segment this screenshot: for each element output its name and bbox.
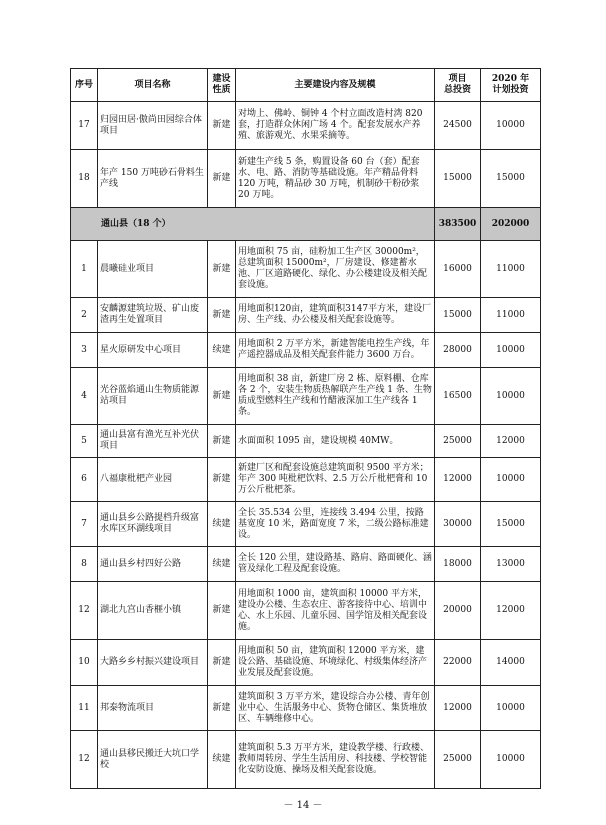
cell-nature: 新建 — [208, 241, 236, 298]
cell-no: 18 — [71, 150, 98, 208]
cell-name: 通山县富有渔光互补光伏项目 — [98, 425, 208, 458]
cell-content: 新建生产线 5 条，购置设备 60 台（套）配套水、电、路、消防等基础设施。年产精品骨料 120 万吨，精品砂 30 万吨，机制砂干粉砂浆 20 万吨。 — [236, 150, 435, 208]
table-row — [71, 425, 541, 458]
cell-plan: 13000 — [481, 547, 541, 582]
cell-no: 17 — [71, 102, 98, 150]
cell-nature: 新建 — [208, 150, 236, 208]
table-row — [71, 150, 541, 208]
header-no: 序号 — [71, 69, 98, 102]
cell-total: 16500 — [435, 368, 481, 425]
cell-nature: 新建 — [208, 102, 236, 150]
header-nature-line1: 建设 — [212, 74, 231, 84]
cell-total: 12000 — [435, 458, 481, 502]
cell-content: 用地面积 1000 亩，建筑面积 10000 平方米，建设办公楼、生态农庄、游客接待中心、培训中心、水上乐园、儿童乐园、国学馆及相关配套设施。 — [236, 582, 435, 640]
table-row — [71, 686, 541, 731]
cell-plan: 10000 — [481, 686, 541, 731]
cell-name: 通山县移民搬迁大坑口学校 — [98, 731, 208, 789]
cell-name: 大路乡乡村振兴建设项目 — [98, 640, 208, 686]
table-row — [71, 298, 541, 333]
cell-total: 25000 — [435, 731, 481, 789]
cell-nature: 新建 — [208, 425, 236, 458]
cell-plan: 12000 — [481, 425, 541, 458]
cell-no: 4 — [71, 368, 98, 425]
header-content: 主要建设内容及规模 — [236, 69, 435, 102]
cell-plan: 14000 — [481, 640, 541, 686]
header-plan — [481, 69, 541, 102]
header-total — [435, 69, 481, 102]
cell-total: 20000 — [435, 582, 481, 640]
cell-plan: 10000 — [481, 731, 541, 789]
cell-no: 7 — [71, 502, 98, 547]
cell-content: 用地面积 2 万平方米，新建智能电控生产线，年产遥控器成品及相关配套件能力 3600 万台。 — [236, 333, 435, 368]
cell-no: 3 — [71, 333, 98, 368]
cell-total: 30000 — [435, 502, 481, 547]
cell-content: 水面面积 1095 亩，建设规模 40MW。 — [236, 425, 435, 458]
cell-name: 光谷蓝焰通山生物质能源站项目 — [98, 368, 208, 425]
cell-nature: 续建 — [208, 731, 236, 789]
cell-content: 用地面积 50 亩，建筑面积 12000 平方米，建设公路、基础设施、环境绿化、村级集体经济产业发展及配套设施。 — [236, 640, 435, 686]
table-row — [71, 102, 541, 150]
cell-content: 新建厂区和配套设施总建筑面积 9500 平方米；年产 300 吨枇杷饮料、2.5 万公斤枇杷膏和 10 万公斤枇杷茶。 — [236, 458, 435, 502]
header-plan-line2: 计划投资 — [492, 85, 529, 95]
table-row — [71, 368, 541, 425]
cell-plan: 15000 — [481, 150, 541, 208]
cell-no: 2 — [71, 298, 98, 333]
cell-name: 邦泰物流项目 — [98, 686, 208, 731]
cell-name: 湖北九宫山香榧小镇 — [98, 582, 208, 640]
cell-nature: 新建 — [208, 298, 236, 333]
table-row — [71, 731, 541, 789]
cell-plan: 10000 — [481, 458, 541, 502]
table-row — [71, 640, 541, 686]
cell-name: 安麟源建筑垃圾、矿山废渣再生处置项目 — [98, 298, 208, 333]
cell-no: 5 — [71, 425, 98, 458]
table-row — [71, 333, 541, 368]
cell-content: 用地面积 38 亩，新建厂房 2 栋、原料棚、仓库各 2 个，安装生物质热解联产生产线 1 条、生物质成型燃料生产线和竹醋液深加工生产线各 1 条。 — [236, 368, 435, 425]
table-row — [71, 502, 541, 547]
cell-nature: 续建 — [208, 502, 236, 547]
cell-no: 10 — [71, 640, 98, 686]
cell-no: 12 — [71, 582, 98, 640]
cell-no: 8 — [71, 547, 98, 582]
cell-total: 22000 — [435, 640, 481, 686]
project-table — [70, 68, 541, 789]
cell-plan: 10000 — [481, 368, 541, 425]
cell-name: 通山县乡公路提档升级富水库区环湖线项目 — [98, 502, 208, 547]
page-number: － 14 － — [283, 800, 323, 811]
cell-no: 6 — [71, 458, 98, 502]
cell-no: 1 — [71, 241, 98, 298]
header-total-line1: 项目 — [448, 74, 467, 84]
cell-no: 12 — [71, 731, 98, 789]
table-row — [71, 241, 541, 298]
county-subtotal-row — [71, 208, 541, 241]
county-name: 通山县（18 个） — [71, 208, 435, 241]
table-row — [71, 582, 541, 640]
cell-content: 全长 120 公里，建设路基、路肩、路面硬化、涵管及绿化工程及配套设施。 — [236, 547, 435, 582]
cell-total: 25000 — [435, 425, 481, 458]
table-header-row — [71, 69, 541, 102]
cell-total: 15000 — [435, 298, 481, 333]
cell-name: 通山县乡村四好公路 — [98, 547, 208, 582]
cell-plan: 10000 — [481, 102, 541, 150]
cell-plan: 11000 — [481, 298, 541, 333]
cell-name: 星火原研发中心项目 — [98, 333, 208, 368]
cell-nature: 新建 — [208, 368, 236, 425]
cell-total: 24500 — [435, 102, 481, 150]
header-nature-line2: 性质 — [212, 85, 231, 95]
cell-nature: 新建 — [208, 458, 236, 502]
cell-content: 全长 35.534 公里，连接线 3.494 公里，按路基宽度 10 米，路面宽度 7 米，二级公路标准建设。 — [236, 502, 435, 547]
county-total: 383500 — [435, 208, 481, 241]
cell-total: 28000 — [435, 333, 481, 368]
cell-total: 12000 — [435, 686, 481, 731]
table-row — [71, 547, 541, 582]
cell-total: 15000 — [435, 150, 481, 208]
cell-nature: 新建 — [208, 686, 236, 731]
cell-name: 晨曦硅业项目 — [98, 241, 208, 298]
cell-plan: 11000 — [481, 241, 541, 298]
header-nature — [208, 69, 236, 102]
cell-name: 年产 150 万吨砂石骨料生产线 — [98, 150, 208, 208]
cell-total: 16000 — [435, 241, 481, 298]
cell-name: 归园田居·傲尚田园综合体项目 — [98, 102, 208, 150]
cell-nature: 新建 — [208, 640, 236, 686]
cell-nature: 续建 — [208, 333, 236, 368]
county-plan: 202000 — [481, 208, 541, 241]
cell-total: 18000 — [435, 547, 481, 582]
cell-nature: 续建 — [208, 547, 236, 582]
header-plan-line1: 2020 年 — [491, 74, 530, 84]
cell-nature: 新建 — [208, 582, 236, 640]
cell-plan: 10000 — [481, 333, 541, 368]
header-name: 项目名称 — [98, 69, 208, 102]
cell-content: 用地面积 75 亩，硅粉加工生产区 30000m²，总建筑面积 15000m²，厂房建设、修建蓄水池、厂区道路硬化、绿化、办公楼建设及相关配套设施。 — [236, 241, 435, 298]
cell-plan: 12000 — [481, 582, 541, 640]
cell-content: 建筑面积 5.3 万平方米，建设教学楼、行政楼、教师周转房、学生生活用房、科技楼、学校智能化安防设施、操场及相关配套设施。 — [236, 731, 435, 789]
header-total-line2: 总投资 — [443, 85, 471, 95]
cell-content: 对坳上、佛岭、铜钟 4 个村立面改造村湾 820 套，打造群众休闲广场 4 个。配套发展水产养殖、旅游观光、水果采摘等。 — [236, 102, 435, 150]
cell-no: 11 — [71, 686, 98, 731]
cell-name: 八福康枇杷产业园 — [98, 458, 208, 502]
table-row — [71, 458, 541, 502]
cell-content: 建筑面积 3 万平方米，建设综合办公楼、青年创业中心、生活服务中心、货物仓储区、集货堆放区、车辆维修中心。 — [236, 686, 435, 731]
cell-plan: 15000 — [481, 502, 541, 547]
cell-content: 用地面积120亩，建筑面积3147平方米，建设厂房、生产线、办公楼及相关配套设施等。 — [236, 298, 435, 333]
